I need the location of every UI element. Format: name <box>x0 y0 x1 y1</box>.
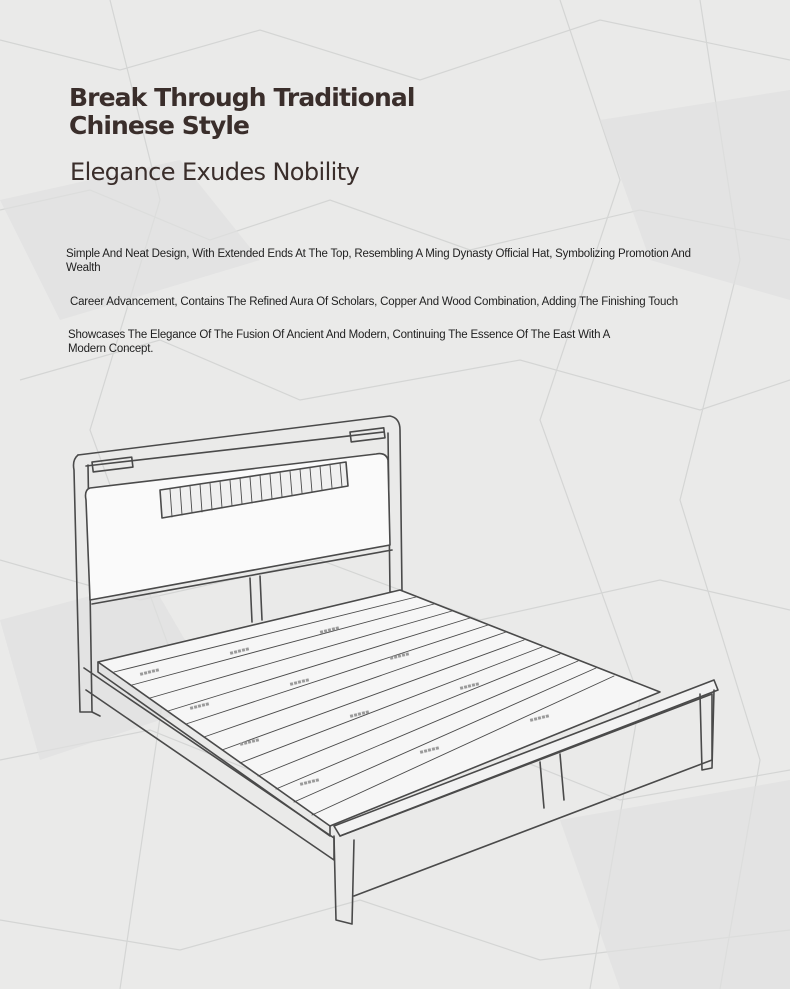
description-paragraph-3: Showcases The Elegance Of The Fusion Of Ancient And Modern, Continuing The Essence Of The East With A Modern Concept. <box>68 329 610 355</box>
svg-text:▪▪▪▪▪: ▪▪▪▪▪ <box>318 624 341 636</box>
svg-text:▪▪▪▪▪: ▪▪▪▪▪ <box>228 645 251 657</box>
svg-text:▪▪▪▪▪: ▪▪▪▪▪ <box>348 708 371 720</box>
svg-text:▪▪▪▪▪: ▪▪▪▪▪ <box>188 700 211 712</box>
description-paragraph-2: Career Advancement, Contains The Refined Aura Of Scholars, Copper And Wood Combination, Adding The Finishing Touch <box>70 296 678 308</box>
svg-text:▪▪▪▪▪: ▪▪▪▪▪ <box>418 744 441 756</box>
svg-text:▪▪▪▪▪: ▪▪▪▪▪ <box>298 776 321 788</box>
svg-text:▪▪▪▪▪: ▪▪▪▪▪ <box>138 666 161 678</box>
svg-text:▪▪▪▪▪: ▪▪▪▪▪ <box>388 650 411 662</box>
page-title-line-1: Break Through Traditional <box>69 83 415 112</box>
page-title <box>69 84 415 140</box>
page-subtitle: Elegance Exudes Nobility <box>70 158 360 186</box>
page-title-line-2: Chinese Style <box>69 111 250 140</box>
svg-text:▪▪▪▪▪: ▪▪▪▪▪ <box>288 676 311 688</box>
bed-frame-line-drawing-icon <box>60 400 740 940</box>
description-paragraph-1: Simple And Neat Design, With Extended Ends At The Top, Resembling A Ming Dynasty Official Hat, Symbolizing Promotion And Wealth <box>66 248 691 274</box>
svg-text:▪▪▪▪▪: ▪▪▪▪▪ <box>528 712 551 724</box>
svg-text:▪▪▪▪▪: ▪▪▪▪▪ <box>458 680 481 692</box>
svg-text:▪▪▪▪▪: ▪▪▪▪▪ <box>238 736 261 748</box>
